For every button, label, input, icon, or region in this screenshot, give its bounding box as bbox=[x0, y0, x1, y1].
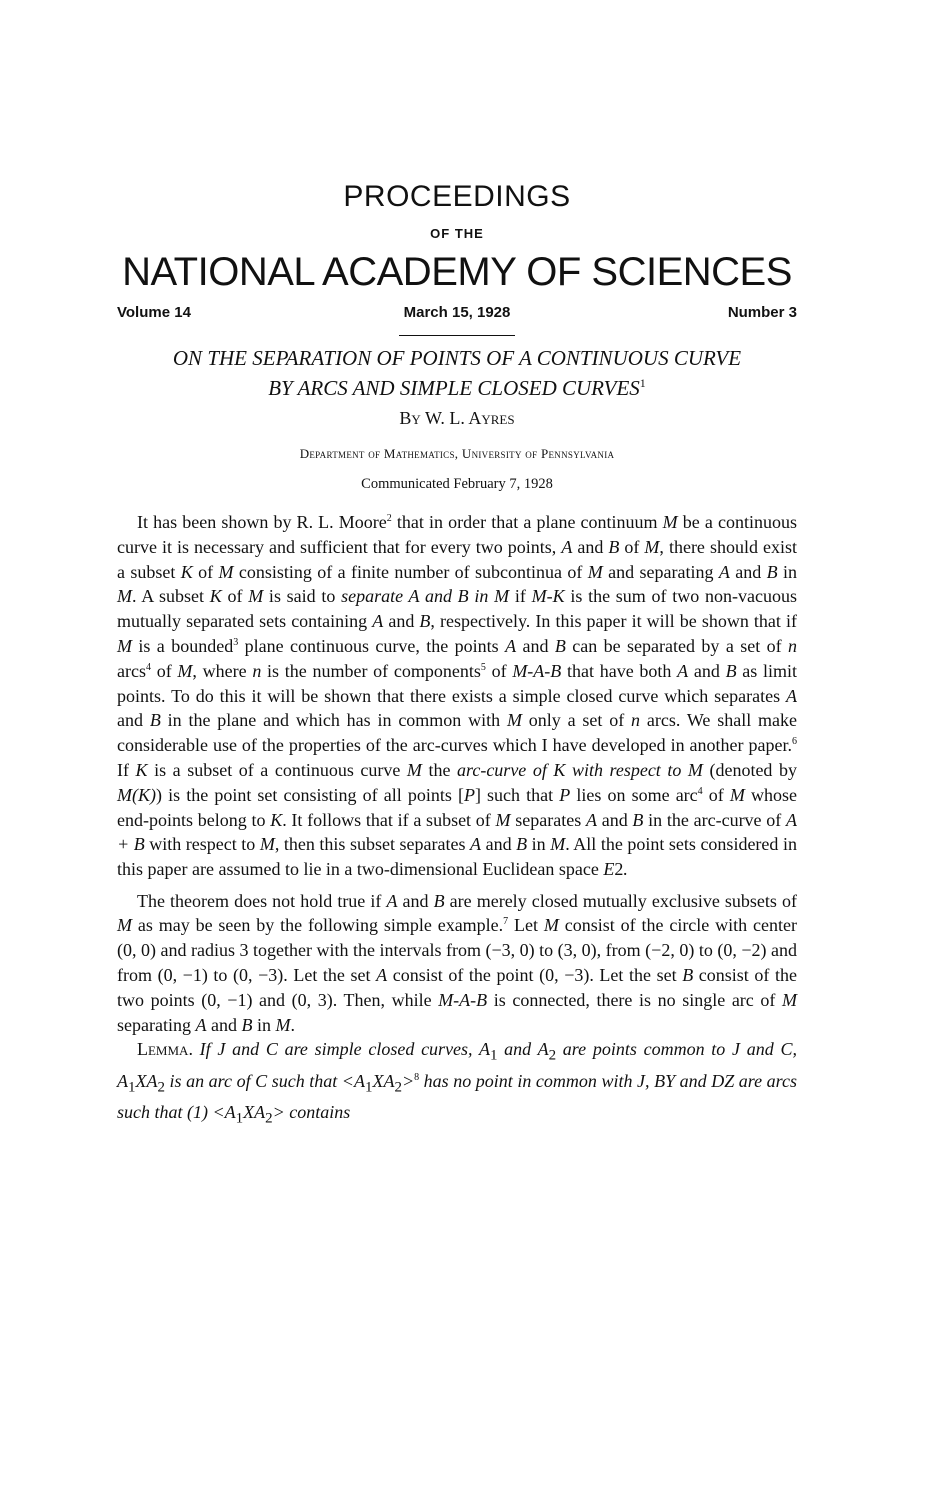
text-run: and bbox=[481, 834, 517, 855]
text-run: of bbox=[221, 586, 249, 607]
lemma-text: XA bbox=[372, 1070, 395, 1091]
paragraph-3-lemma bbox=[117, 1037, 797, 1131]
text-run: is the number of components bbox=[261, 660, 481, 681]
math-var: A bbox=[195, 1014, 207, 1035]
math-var: B bbox=[725, 660, 737, 681]
math-var: . bbox=[623, 859, 628, 880]
math-var: P bbox=[463, 784, 475, 805]
math-var: B bbox=[554, 635, 566, 656]
math-var: A bbox=[677, 660, 689, 681]
lemma-text: has no point in common with J, BY and DZ are arcs such that (1) <A bbox=[117, 1070, 797, 1123]
text-run: in the arc-curve of bbox=[643, 809, 787, 830]
lemma-label: Lemma. bbox=[137, 1039, 193, 1060]
article-title bbox=[117, 346, 797, 401]
text-run: Let bbox=[508, 915, 544, 936]
math-var: A bbox=[585, 809, 597, 830]
text-run: the bbox=[421, 759, 457, 780]
title-footnote-mark: 1 bbox=[639, 376, 646, 390]
title-line-1: ON THE SEPARATION OF POINTS OF A CONTINUOUS CURVE bbox=[172, 346, 742, 370]
text-run: in the plane and which has in common with bbox=[160, 710, 507, 731]
math-var: M-A-B bbox=[438, 989, 488, 1010]
math-var: M bbox=[117, 586, 132, 607]
footnote-ref: 2 bbox=[386, 513, 392, 524]
math-var: M-A-B bbox=[512, 660, 562, 681]
math-var: A bbox=[561, 536, 573, 557]
author-affiliation: Department of Mathematics, University of Pennsylvania bbox=[299, 446, 615, 461]
lemma-text: is an arc of C such that <A bbox=[165, 1070, 365, 1091]
footnote-ref: 4 bbox=[697, 785, 703, 797]
lemma-text: If J and C are simple closed curves, A bbox=[192, 1039, 490, 1060]
math-var: M bbox=[662, 512, 678, 532]
text-run: consist of the point (0, −3). Let the set bbox=[387, 964, 683, 985]
math-var: M bbox=[275, 1014, 291, 1035]
text-run: (denoted by bbox=[702, 759, 797, 780]
text-run: that in order that a plane continuum bbox=[391, 512, 663, 532]
math-var: K bbox=[209, 586, 222, 607]
math-var: A bbox=[505, 635, 517, 656]
text-run: , respectively. In this paper it will be shown that if bbox=[430, 611, 797, 632]
footnote-ref: 3 bbox=[233, 636, 239, 648]
text-run: of bbox=[702, 784, 730, 805]
text-run: that have both bbox=[561, 660, 678, 681]
footnote-ref: 6 bbox=[792, 736, 797, 748]
text-run: in bbox=[252, 1014, 276, 1035]
text-run: . bbox=[290, 1014, 295, 1035]
math-var: B bbox=[682, 964, 694, 985]
text-run: and bbox=[596, 809, 633, 830]
text-run: consist of the two points (0, −1) and (0, 3). Then, while bbox=[117, 964, 797, 1010]
math-var: M bbox=[543, 915, 559, 936]
math-var: M(K) bbox=[117, 784, 156, 805]
subscript: 1 bbox=[235, 1110, 244, 1127]
text-run: plane continuous curve, the points bbox=[238, 635, 506, 656]
issue-volume: Volume 14 bbox=[117, 304, 191, 321]
text-run: whose end-points belong to bbox=[117, 784, 797, 830]
journal-of-the: OF THE bbox=[430, 226, 484, 241]
text-run: , there should exist a subset bbox=[117, 536, 797, 582]
text-run: lies on some arc bbox=[570, 784, 698, 805]
issue-date: March 15, 1928 bbox=[403, 304, 511, 321]
math-var: A bbox=[470, 834, 482, 855]
paragraph-1 bbox=[117, 510, 797, 889]
math-var: A + B bbox=[117, 809, 798, 855]
text-run: . A subset bbox=[132, 586, 210, 607]
subscript: 1 bbox=[489, 1047, 498, 1064]
communicated-date: Communicated February 7, 1928 bbox=[361, 476, 553, 492]
math-var: E bbox=[603, 859, 615, 880]
author-byline: By W. L. Ayres bbox=[399, 408, 515, 428]
defined-term: arc-curve of K with respect to M bbox=[457, 759, 703, 780]
math-var: M bbox=[782, 989, 797, 1010]
subscript: 1 bbox=[364, 1079, 373, 1096]
text-run: 2 bbox=[614, 859, 624, 880]
text-run: of bbox=[619, 536, 645, 557]
math-var: n bbox=[631, 710, 641, 731]
text-run: in bbox=[527, 834, 551, 855]
math-var: M bbox=[729, 784, 745, 805]
text-run: if bbox=[509, 586, 532, 607]
text-run: The theorem does not hold true if bbox=[137, 890, 387, 911]
math-var: n bbox=[252, 660, 262, 681]
subscript: 2 bbox=[157, 1079, 165, 1096]
math-var: B bbox=[608, 536, 620, 557]
math-var: B bbox=[241, 1014, 253, 1035]
issue-number: Number 3 bbox=[727, 304, 797, 321]
math-var: B bbox=[516, 834, 528, 855]
text-run: and bbox=[572, 536, 609, 557]
text-run: and bbox=[397, 890, 434, 911]
text-run: , where bbox=[192, 660, 253, 681]
text-run: consisting of a finite number of subcontinua of bbox=[233, 561, 588, 582]
text-run: is a subset of a continuous curve bbox=[147, 759, 407, 780]
text-run: only a set of bbox=[521, 710, 632, 731]
subscript: 2 bbox=[394, 1079, 402, 1096]
text-run: and bbox=[383, 611, 420, 632]
text-run: are merely closed mutually exclusive subsets of bbox=[444, 890, 797, 911]
text-run: is said to bbox=[263, 586, 342, 607]
math-var: A bbox=[372, 611, 384, 632]
footnote-ref: 5 bbox=[480, 661, 486, 673]
math-var: A bbox=[786, 685, 797, 706]
lemma-text: XA bbox=[243, 1102, 266, 1123]
math-var: M bbox=[117, 635, 132, 656]
footnote-ref: 7 bbox=[503, 916, 509, 928]
text-run: and bbox=[516, 635, 555, 656]
text-run: and bbox=[206, 1014, 242, 1035]
text-run: It has been shown by R. L. Moore bbox=[137, 512, 387, 532]
math-var: M bbox=[550, 834, 566, 855]
math-var: M bbox=[259, 834, 275, 855]
math-var: M bbox=[495, 809, 511, 830]
journal-name: NATIONAL ACADEMY OF SCIENCES bbox=[122, 250, 792, 294]
journal-proceedings: PROCEEDINGS bbox=[343, 180, 571, 213]
article-body bbox=[117, 510, 797, 1132]
math-var: B bbox=[419, 611, 431, 632]
text-run: consist of the circle with center (0, 0) and radius 3 together with the intervals from (−3, 0) to (3, 0), from (−2, 0) to (0, −2) and from (0, −1) to (0, −3). Let the set bbox=[117, 915, 797, 985]
math-var: M bbox=[248, 586, 264, 607]
math-var: M bbox=[644, 536, 660, 557]
math-var: M-K bbox=[531, 586, 565, 607]
math-var: A bbox=[376, 964, 388, 985]
math-var: M bbox=[587, 561, 603, 582]
text-run: of bbox=[485, 660, 513, 681]
text-run: can be separated by a set of bbox=[565, 635, 789, 656]
text-run: of bbox=[192, 561, 219, 582]
math-var: B bbox=[632, 809, 644, 830]
lemma-text: and A bbox=[497, 1039, 549, 1060]
text-run: is connected, there is no single arc of bbox=[487, 989, 782, 1010]
lemma-text: > contains bbox=[272, 1102, 351, 1123]
subscript: 1 bbox=[128, 1079, 136, 1096]
text-run: separates bbox=[510, 809, 586, 830]
math-var: M bbox=[406, 759, 422, 780]
math-var: B bbox=[766, 561, 778, 582]
text-run: separating bbox=[117, 1014, 196, 1035]
subscript: 2 bbox=[265, 1110, 273, 1127]
math-var: M bbox=[117, 915, 132, 936]
text-run: If bbox=[117, 759, 136, 780]
text-run: and bbox=[117, 710, 150, 731]
lemma-text: are points common to J and C, A bbox=[117, 1039, 797, 1091]
text-run: and bbox=[729, 561, 767, 582]
text-run: arcs bbox=[117, 660, 146, 681]
lemma-text: > bbox=[401, 1070, 415, 1091]
text-run: as may be seen by the following simple example. bbox=[132, 915, 504, 936]
text-run: as limit points. To do this it will be shown that there exists a simple closed curve which separates bbox=[117, 660, 797, 706]
footnote-ref: 8 bbox=[414, 1071, 420, 1083]
text-run: arcs. We shall make considerable use of the properties of the arc-curves which I have developed in another paper. bbox=[117, 710, 797, 756]
text-run: be a continuous curve it is necessary and sufficient that for every two points, bbox=[117, 512, 798, 557]
text-run: . It follows that if a subset of bbox=[282, 809, 496, 830]
math-var: M bbox=[218, 561, 234, 582]
lemma-text: XA bbox=[135, 1070, 158, 1091]
math-var: A bbox=[386, 890, 398, 911]
math-var: A bbox=[718, 561, 730, 582]
text-run: . All the point sets considered in this paper are assumed to lie in a two-dimensional Euclidean space bbox=[117, 834, 797, 880]
text-run: and separating bbox=[602, 561, 719, 582]
math-var: M bbox=[177, 660, 193, 681]
text-run: is a bounded bbox=[132, 635, 234, 656]
header-rule bbox=[399, 335, 515, 336]
math-var: K bbox=[135, 759, 148, 780]
math-var: n bbox=[788, 635, 798, 656]
text-run: , then this subset separates bbox=[274, 834, 471, 855]
math-var: M bbox=[506, 710, 522, 731]
text-run: ) is the point set consisting of all points [ bbox=[156, 784, 464, 805]
text-run: and bbox=[688, 660, 726, 681]
math-var: B bbox=[149, 710, 161, 731]
math-var: P bbox=[559, 784, 571, 805]
footnote-ref: 4 bbox=[145, 661, 151, 673]
paragraph-2 bbox=[117, 889, 797, 1038]
text-run: of bbox=[150, 660, 178, 681]
text-run: ] such that bbox=[474, 784, 560, 805]
defined-term: separate A and B in M bbox=[341, 586, 510, 607]
text-run: with respect to bbox=[144, 834, 260, 855]
math-var: K bbox=[270, 809, 283, 830]
math-var: K bbox=[180, 561, 193, 582]
title-line-2: BY ARCS AND SIMPLE CLOSED CURVES bbox=[268, 376, 640, 400]
subscript: 2 bbox=[548, 1047, 557, 1064]
math-var: B bbox=[433, 890, 445, 911]
text-run: is the sum of two non-vacuous mutually separated sets containing bbox=[117, 586, 797, 632]
text-run: in bbox=[777, 561, 797, 582]
